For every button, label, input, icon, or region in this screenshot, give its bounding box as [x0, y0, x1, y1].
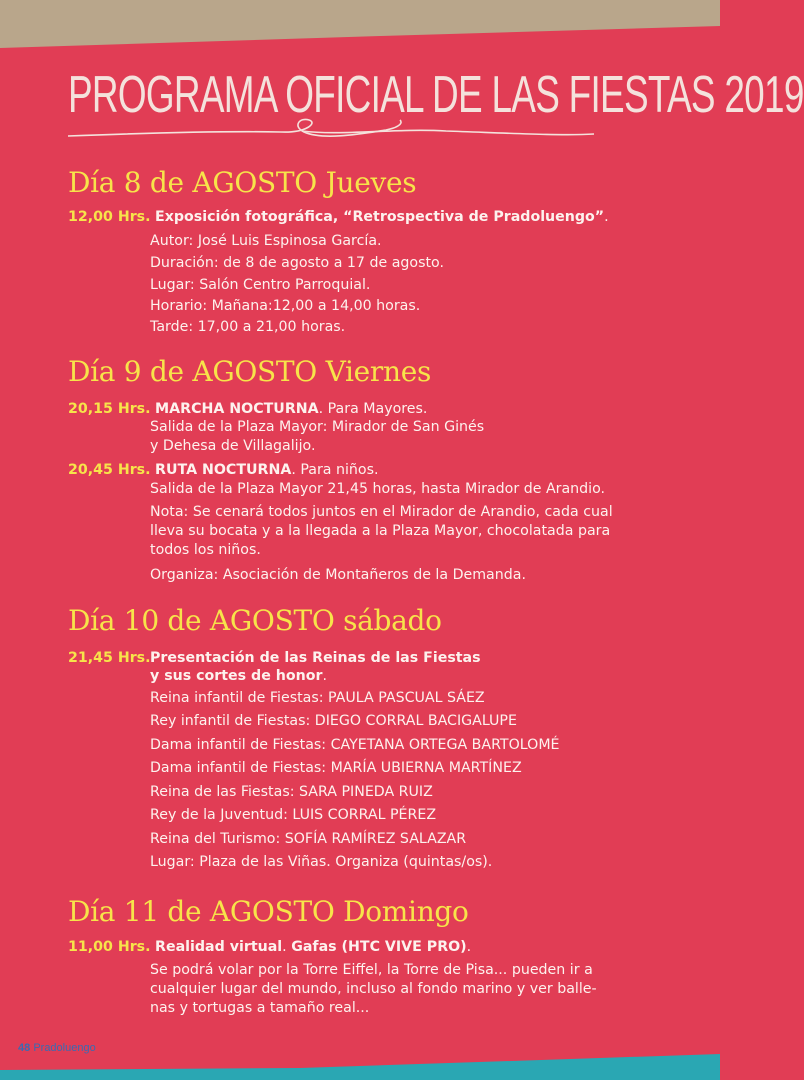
day-heading: Día 10 de AGOSTO sábado: [68, 604, 442, 637]
event-title-secondary: Gafas (HTC VIVE PRO): [291, 939, 467, 955]
event-detail: Tarde: 17,00 a 21,00 horas.: [150, 319, 346, 335]
event-title: Exposición fotográfica, “Retrospectiva de Pradoluengo”: [155, 209, 605, 225]
event-tail: .: [466, 939, 472, 955]
event-title: MARCHA NOCTURNA: [155, 401, 319, 417]
event-line: [68, 649, 481, 667]
event-detail: nas y tortugas a tamaño real...: [150, 1000, 370, 1016]
event-detail: Dama infantil de Fiestas: MARÍA UBIERNA MARTÍNEZ: [150, 760, 522, 776]
event-line-continued: [150, 667, 327, 685]
event-title: Realidad virtual: [155, 939, 283, 955]
event-title: Presentación de las Reinas de las Fiestas: [150, 650, 481, 666]
event-line: [68, 208, 609, 226]
event-detail: cualquier lugar del mundo, incluso al fondo marino y ver balle-: [150, 981, 597, 997]
event-title-continued: y sus cortes de honor: [150, 668, 323, 684]
event-detail: Salida de la Plaza Mayor: Mirador de San Ginés: [150, 419, 485, 435]
page-footer: [18, 1042, 96, 1054]
event-detail: Autor: José Luis Espinosa García.: [150, 233, 382, 249]
event-tail: .: [604, 209, 609, 225]
title-flourish-ornament: [66, 112, 596, 146]
event-detail: Reina infantil de Fiestas: PAULA PASCUAL SÁEZ: [150, 690, 485, 706]
event-detail: Se podrá volar por la Torre Eiffel, la Torre de Pisa... pueden ir a: [150, 962, 593, 978]
page-title: PROGRAMA OFICIAL DE LAS FIESTAS 2019: [68, 66, 804, 124]
event-detail: Rey infantil de Fiestas: DIEGO CORRAL BACIGALUPE: [150, 713, 517, 729]
event-tail: . Para niños.: [291, 462, 379, 478]
event-detail: y Dehesa de Villagalijo.: [150, 438, 316, 454]
event-detail: Salida de la Plaza Mayor 21,45 horas, hasta Mirador de Arandio.: [150, 481, 606, 497]
event-detail: Lugar: Plaza de las Viñas. Organiza (quintas/os).: [150, 854, 493, 870]
page-number: 48: [18, 1042, 31, 1054]
event-line: [68, 938, 471, 956]
day-heading: Día 8 de AGOSTO Jueves: [68, 166, 417, 199]
day-heading: Día 11 de AGOSTO Domingo: [68, 895, 469, 928]
event-detail: Reina de las Fiestas: SARA PINEDA RUIZ: [150, 784, 433, 800]
event-detail: Organiza: Asociación de Montañeros de la Demanda.: [150, 567, 526, 583]
event-detail: lleva su bocata y a la llegada a la Plaza Mayor, chocolatada para: [150, 523, 611, 539]
bottom-decorative-band: [0, 1040, 720, 1080]
event-detail: Reina del Turismo: SOFÍA RAMÍREZ SALAZAR: [150, 831, 467, 847]
event-time: 11,00 Hrs.: [68, 939, 151, 955]
event-detail: Dama infantil de Fiestas: CAYETANA ORTEGA BARTOLOMÉ: [150, 737, 560, 753]
event-time: 20,15 Hrs.: [68, 401, 151, 417]
publication-name: Pradoluengo: [33, 1042, 96, 1054]
event-detail: Lugar: Salón Centro Parroquial.: [150, 277, 371, 293]
event-detail: Horario: Mañana:12,00 a 14,00 horas.: [150, 298, 421, 314]
event-detail: Duración: de 8 de agosto a 17 de agosto.: [150, 255, 444, 271]
event-tail: . Para Mayores.: [318, 401, 428, 417]
event-detail: Nota: Se cenará todos juntos en el Mirador de Arandio, cada cual: [150, 504, 613, 520]
day-heading: Día 9 de AGOSTO Viernes: [68, 355, 432, 388]
event-title: RUTA NOCTURNA: [155, 462, 292, 478]
event-tail: .: [282, 939, 292, 955]
top-decorative-band: [0, 0, 720, 60]
event-detail: todos los niños.: [150, 542, 261, 558]
event-time: 21,45 Hrs.: [68, 650, 151, 666]
event-line: [68, 400, 427, 418]
event-line: [68, 461, 379, 479]
event-detail: Rey de la Juventud: LUIS CORRAL PÉREZ: [150, 807, 437, 823]
event-time: 20,45 Hrs.: [68, 462, 151, 478]
event-time: 12,00 Hrs.: [68, 209, 151, 225]
event-tail: .: [322, 668, 327, 684]
